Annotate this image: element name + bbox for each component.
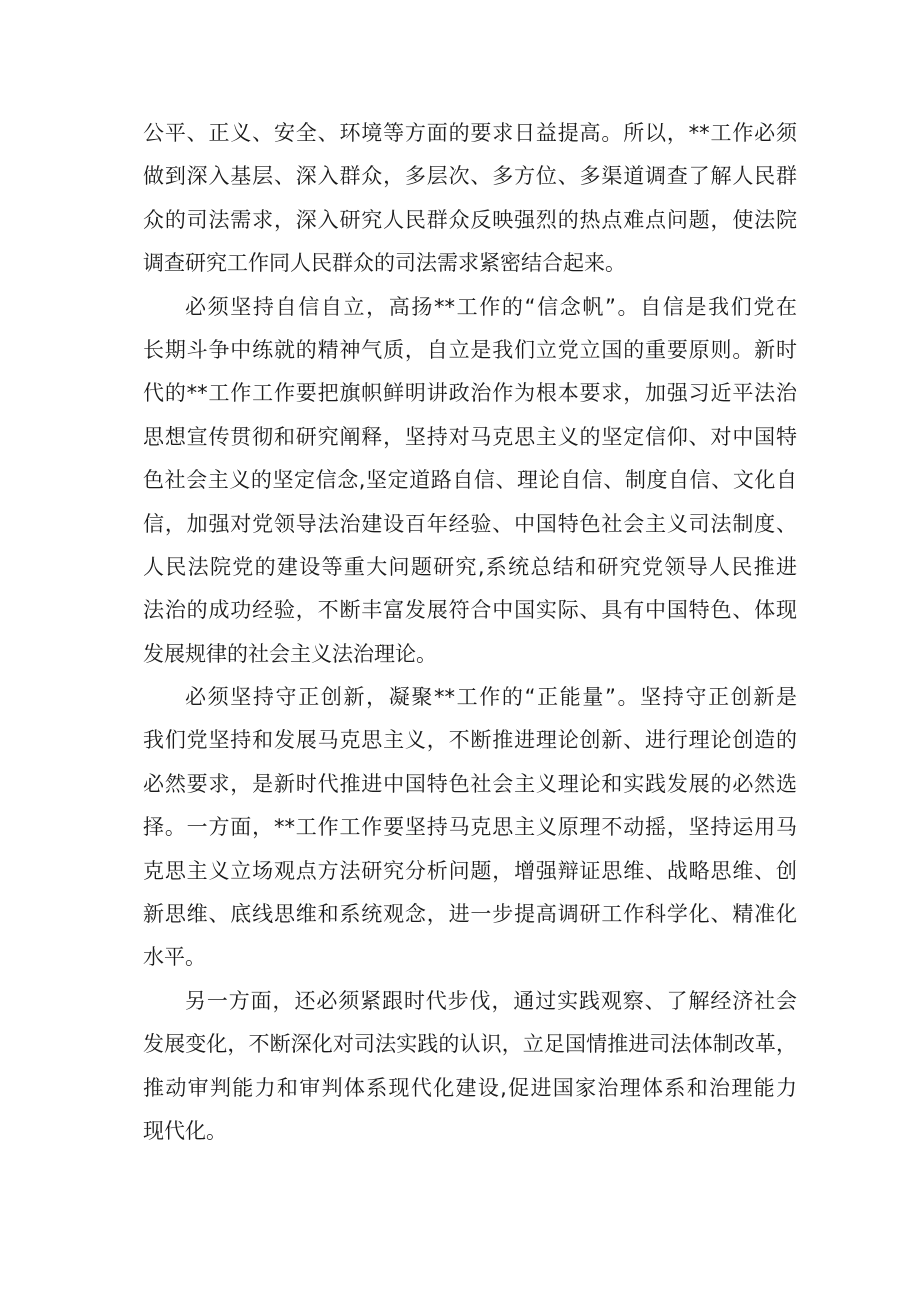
paragraph-4	[143, 980, 797, 1154]
text-line: 思想宣传贯彻和研究阐释，坚持对马克思主义的坚定信仰、对中国特	[143, 424, 797, 449]
text-line: 公平、正义、安全、环境等方面的要求日益提高。所以，**工作必须	[143, 121, 797, 145]
text-line: 发展变化，不断深化对司法实践的认识，立足国情推进司法体制改革，	[143, 1032, 797, 1057]
text-line: 水平。	[143, 945, 206, 970]
text-line: 克思主义立场观点方法研究分析问题，增强辩证思维、战略思维、创	[143, 858, 797, 883]
text-line: 法治的成功经验，不断丰富发展符合中国实际、具有中国特色、体现	[143, 598, 797, 623]
text-line: 我们党坚持和发展马克思主义，不断推进理论创新、进行理论创造的	[143, 728, 797, 753]
text-line: 现代化。	[143, 1118, 227, 1143]
text-line: 人民法院党的建设等重大问题研究,系统总结和研究党领导人民推进	[143, 554, 797, 579]
paragraph-1	[143, 112, 797, 286]
text-line: 必须坚持自信自立，高扬**工作的“信念帆”。自信是我们党在	[185, 294, 797, 319]
text-line: 众的司法需求，深入研究人民群众反映强烈的热点难点问题，使法院	[143, 207, 797, 232]
text-line: 调查研究工作同人民群众的司法需求紧密结合起来。	[143, 251, 626, 276]
text-line: 发展规律的社会主义法治理论。	[143, 641, 437, 666]
text-line: 推动审判能力和审判体系现代化建设,促进国家治理体系和治理能力	[143, 1075, 797, 1100]
paragraph-3	[143, 676, 797, 980]
text-line: 长期斗争中练就的精神气质，自立是我们立党立国的重要原则。新时	[143, 337, 797, 362]
text-line: 色社会主义的坚定信念,坚定道路自信、理论自信、制度自信、文化自	[143, 468, 797, 493]
text-line: 新思维、底线思维和系统观念，进一步提高调研工作科学化、精准化	[143, 902, 797, 927]
text-line: 择。一方面，**工作工作要坚持马克思主义原理不动摇，坚持运用马	[143, 815, 797, 840]
text-line: 必然要求，是新时代推进中国特色社会主义理论和实践发展的必然选	[143, 771, 797, 796]
text-line: 另一方面，还必须紧跟时代步伐，通过实践观察、了解经济社会	[185, 988, 797, 1013]
text-line: 必须坚持守正创新，凝聚**工作的“正能量”。坚持守正创新是	[185, 685, 797, 710]
text-line: 信，加强对党领导法治建设百年经验、中国特色社会主义司法制度、	[143, 511, 797, 536]
document-body	[143, 112, 797, 1153]
text-line: 做到深入基层、深入群众，多层次、多方位、多渠道调查了解人民群	[143, 164, 797, 189]
paragraph-2	[143, 286, 797, 677]
text-line: 代的**工作工作要把旗帜鲜明讲政治作为根本要求，加强习近平法治	[143, 381, 797, 406]
